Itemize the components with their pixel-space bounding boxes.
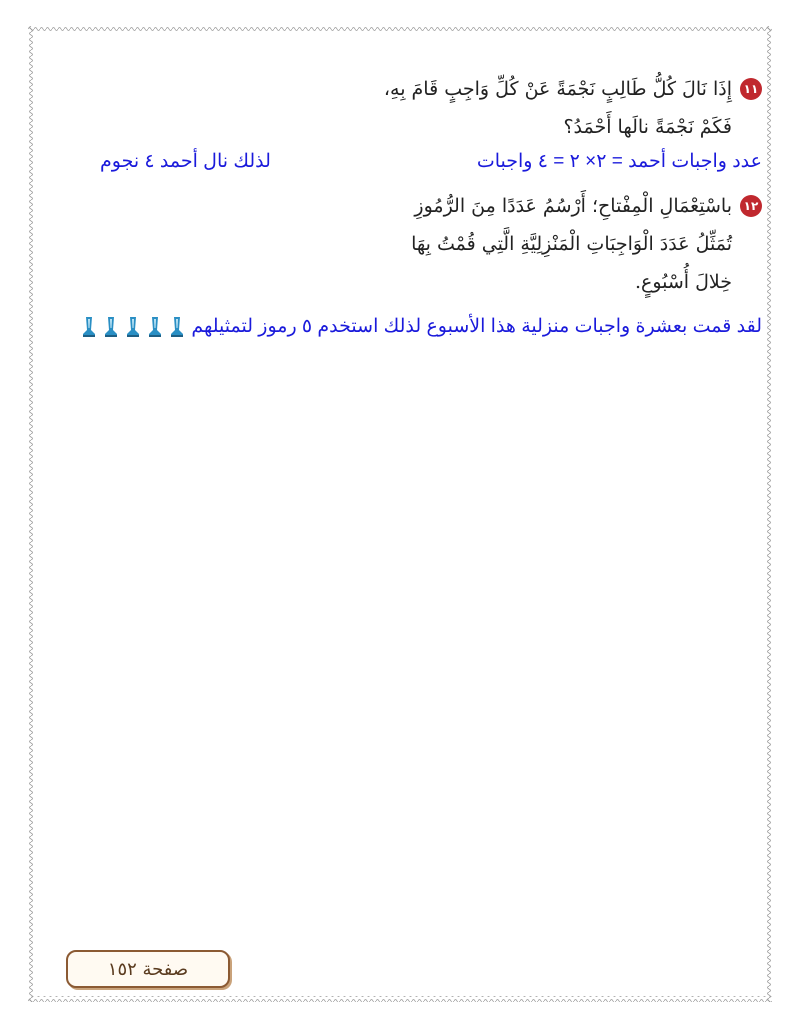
question-11-text <box>384 70 732 146</box>
homework-key-icon <box>168 316 186 338</box>
question-12-line-2: تُمَثِّلُ عَدَدَ الْوَاجِبَاتِ الْمَنْزِلِيَّةِ الَّتِي قُمْتُ بِهَا <box>411 233 732 255</box>
worksheet-content <box>40 70 762 340</box>
answer-12-text: لقد قمت بعشرة واجبات منزلية هذا الأسبوع لذلك استخدم ٥ رموز لتمثيلهم <box>191 316 762 337</box>
answer-11 <box>40 150 762 173</box>
question-12-line-1: باسْتِعْمَالِ الْمِفْتاحِ؛ أَرْسُمُ عَدَدًا مِنَ الرُّمُوزِ <box>414 195 732 217</box>
question-11 <box>40 70 762 146</box>
question-12 <box>40 187 762 301</box>
question-11-line-2: فَكَمْ نَجْمَةً نالَها أَحْمَدُ؟ <box>563 116 732 138</box>
homework-symbols <box>80 316 186 338</box>
homework-key-icon <box>146 316 164 338</box>
page-number-label: صفحة ١٥٢ <box>66 950 230 988</box>
answer-12 <box>40 313 762 340</box>
question-12-line-3: خِلالَ أُسْبُوعٍ. <box>634 271 732 293</box>
question-11-line-1: إِذَا نَالَ كُلُّ طَالِبٍ نَجْمَةً عَنْ كُلِّ وَاجِبٍ قَامَ بِهِ، <box>383 78 732 100</box>
question-number-11: ١١ <box>740 78 762 100</box>
answer-11-conclusion: لذلك نال أحمد ٤ نجوم <box>100 151 271 172</box>
homework-key-icon <box>80 316 98 338</box>
homework-key-icon <box>102 316 120 338</box>
homework-key-icon <box>124 316 142 338</box>
question-12-text <box>411 187 732 301</box>
question-number-12: ١٢ <box>740 195 762 217</box>
answer-11-equation: عدد واجبات أحمد = ٢× ٢ = ٤ واجبات <box>476 151 762 172</box>
